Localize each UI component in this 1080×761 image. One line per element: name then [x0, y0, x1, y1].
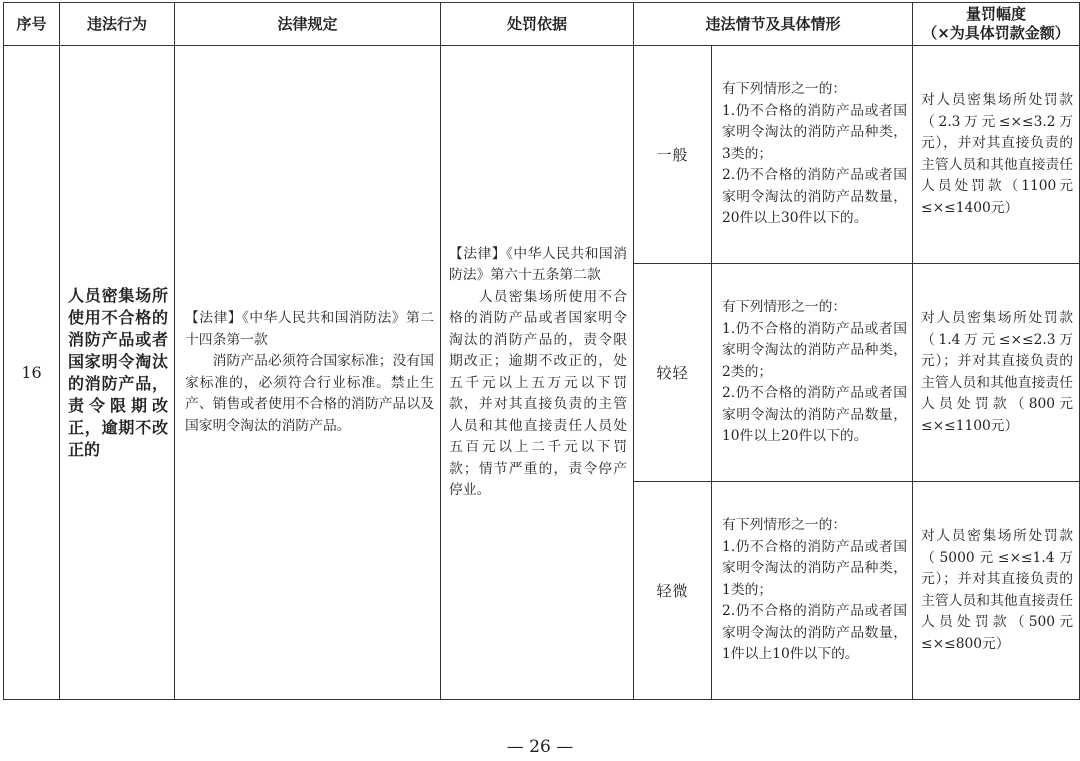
- level-label: 轻微: [634, 482, 712, 700]
- header-act: 违法行为: [60, 3, 175, 46]
- header-range-title: 量罚幅度: [966, 5, 1027, 23]
- header-range-note: （×为具体罚款金额）: [922, 24, 1070, 42]
- level-description: 有下列情形之一的： 1.仍不合格的消防产品或者国家明令淘汰的消防产品种类，3类的； 2.仍不合格的消防产品或者国家明令淘汰的消防产品数量，20件以上30件以下的。: [712, 46, 913, 264]
- row-penalty-basis: 【法律】《中华人民共和国消防法》第六十五条第二款 人员密集场所使用不合格的消防产品或者国家明令淘汰的消防产品的，责令限期改正；逾期不改正的，处五千元以上五万元以下罚款，并对其直接负责的主管人员和其他直接责任人员处五百元以上二千元以下罚款；情节严重的，责令停产停业。: [441, 46, 634, 700]
- row-violation: 人员密集场所使用不合格的消防产品或者国家明令淘汰的消防产品，责令限期改正，逾期不改正的: [60, 46, 175, 700]
- table-row: [4, 46, 1080, 264]
- level-description: 有下列情形之一的： 1.仍不合格的消防产品或者国家明令淘汰的消防产品种类，2类的； 2.仍不合格的消防产品或者国家明令淘汰的消防产品数量，10件以上20件以下的。: [712, 264, 913, 482]
- header-range: [913, 3, 1080, 46]
- level-penalty-range: 对人员密集场所处罚款（5000元≤×≤1.4万元）；并对其直接负责的主管人员和其他直接责任人员处罚款（500元≤×≤800元）: [913, 482, 1080, 700]
- row-seq: 16: [4, 46, 60, 700]
- level-penalty-range: 对人员密集场所处罚款（1.4万元≤×≤2.3万元）；并对其直接负责的主管人员和其他直接责任人员处罚款（800元≤×≤1100元）: [913, 264, 1080, 482]
- row-legal-provision: 【法律】《中华人民共和国消防法》第二十四条第一款 消防产品必须符合国家标准；没有国家标准的，必须符合行业标准。禁止生产、销售或者使用不合格的消防产品以及国家明令淘汰的消防产品。: [175, 46, 441, 700]
- page-number: — 26 —: [506, 737, 574, 757]
- penalty-table: [3, 2, 1080, 700]
- header-basis: 处罚依据: [441, 3, 634, 46]
- level-description: 有下列情形之一的： 1.仍不合格的消防产品或者国家明令淘汰的消防产品种类，1类的； 2.仍不合格的消防产品或者国家明令淘汰的消防产品数量，1件以上10件以下的。: [712, 482, 913, 700]
- header-row: [4, 3, 1080, 46]
- header-circumstance: 违法情节及具体情形: [634, 3, 913, 46]
- level-penalty-range: 对人员密集场所处罚款（2.3万元≤×≤3.2万元），并对其直接负责的主管人员和其他直接责任人员处罚款（1100元≤×≤1400元）: [913, 46, 1080, 264]
- header-law: 法律规定: [175, 3, 441, 46]
- level-label: 较轻: [634, 264, 712, 482]
- header-seq: 序号: [4, 3, 60, 46]
- level-label: 一般: [634, 46, 712, 264]
